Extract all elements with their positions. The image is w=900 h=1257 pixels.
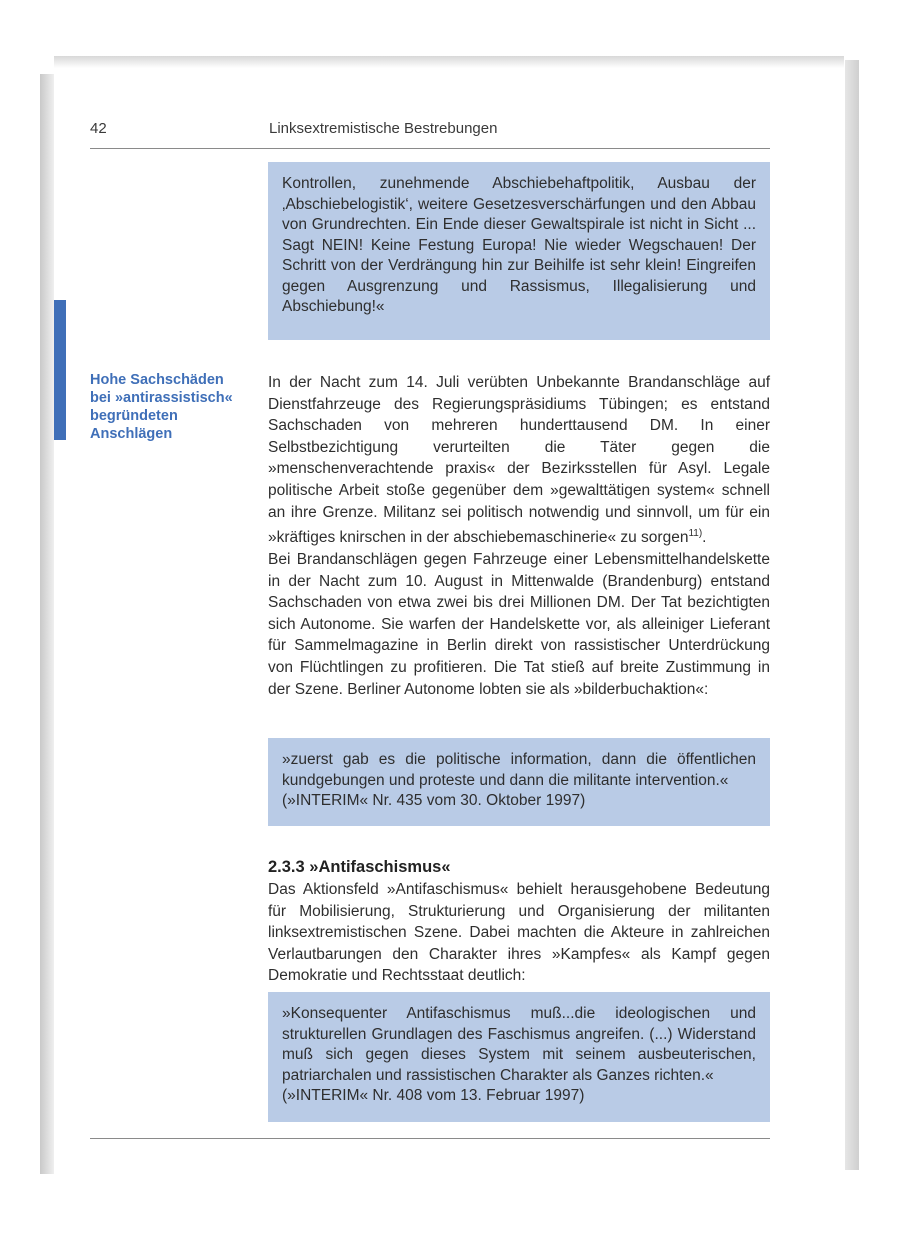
- running-title: Linksextremistische Bestrebungen: [269, 120, 498, 137]
- paragraph-2: [268, 549, 770, 700]
- margin-note-line: bei »antirassistisch«: [90, 390, 233, 406]
- quote-bottom-text: »Konsequenter Antifaschismus muß...die ideologischen und strukturellen Grundlagen des Faschismus angreifen. (...) Widerstand muß sich gegen dieses System mit seinem ausbeuterischen, patriarchalen und rassistischen Charakter als Ganzes richten.«: [282, 1005, 756, 1084]
- margin-color-tab: [54, 300, 66, 440]
- section-heading: 2.3.3 »Antifaschismus«: [268, 858, 451, 876]
- quote-bottom-source: (»INTERIM« Nr. 408 vom 13. Februar 1997): [282, 1087, 585, 1104]
- footnote-marker: 11): [688, 528, 703, 540]
- margin-note: [90, 371, 258, 443]
- paragraph-1: [268, 372, 770, 549]
- quote-box-middle: [268, 738, 770, 826]
- page-header: [90, 120, 770, 146]
- page-edge-right: [845, 60, 859, 1170]
- quote-box-top: [268, 162, 770, 340]
- quote-top-text: Kontrollen, zunehmende Abschiebehaftpolitik, Ausbau der ‚Abschiebelogistik‘, weitere Gesetzesverschärfungen und den Abbau von Grundrechten. Ein Ende dieser Gewaltspirale ist nicht in Sicht ... Sagt NEIN! Keine Festung Europa! Nie wieder Wegschauen! Der Schritt von der Verdrängung hin zur Beihilfe ist sehr klein! Eingreifen gegen Ausgrenzung und Rassismus, Illegalisierung und Abschiebung!«: [282, 175, 756, 315]
- header-divider: [90, 148, 770, 149]
- footer-divider: [90, 1138, 770, 1139]
- quote-mid-source: (»INTERIM« Nr. 435 vom 30. Oktober 1997): [282, 792, 586, 809]
- paragraph-2-text: Bei Brandanschlägen gegen Fahrzeuge einer Lebensmittelhandelskette in der Nacht zum 10. August in Mittenwalde (Brandenburg) entstand Sachschaden von etwa zwei bis drei Millionen DM. Der Tat bezichtigten sich Autonome. Sie warfen der Handelskette vor, als alleiniger Lieferant für Sammelmagazine in Berlin direkt von rassistischer Unterdrückung von Flüchtlingen zu profitieren. Die Tat stieß auf breite Zustimmung in der Szene. Berliner Autonome lobten sie als »bilderbuchaktion«:: [268, 551, 770, 698]
- page-edge-left: [40, 74, 54, 1174]
- margin-note-line: Anschlägen: [90, 426, 173, 442]
- paragraph-3-text: Das Aktionsfeld »Antifaschismus« behielt herausgehobene Bedeutung für Mobilisierung, Strukturierung und Organisierung der militanten linksextremistischen Szene. Dabei machten die Akteure in zahlreichen Verlautbarungen den Charakter ihres »Kampfes« als Kampf gegen Demokratie und Rechtsstaat deutlich:: [268, 881, 770, 985]
- margin-note-line: begründeten: [90, 408, 178, 424]
- paragraph-3: [268, 879, 770, 987]
- page-edge-top: [54, 56, 844, 68]
- quote-box-bottom: [268, 992, 770, 1122]
- paragraph-1-text: In der Nacht zum 14. Juli verübten Unbekannte Brandanschläge auf Dienstfahrzeuge des Regierungspräsidiums Tübingen; es entstand Sachschaden von mehreren hunderttausend DM. In einer Selbstbezichtigung verurteilten die Täter gegen die »menschenverachtende praxis« der Bezirksstellen für Asyl. Legale politische Arbeit stoße gegenüber dem »gewalttätigen system« schnell an ihre Grenze. Militanz sei politisch notwendig und sinnvoll, um für ein »kräftiges knirschen in der abschiebemaschinerie« zu sorgen: [268, 374, 770, 547]
- quote-mid-text: »zuerst gab es die politische information, dann die öffentlichen kundgebungen und proteste und dann die militante intervention.«: [282, 751, 756, 789]
- margin-note-line: Hohe Sachschäden: [90, 372, 224, 388]
- page-number: 42: [90, 120, 107, 137]
- paragraph-1-end: .: [702, 529, 707, 547]
